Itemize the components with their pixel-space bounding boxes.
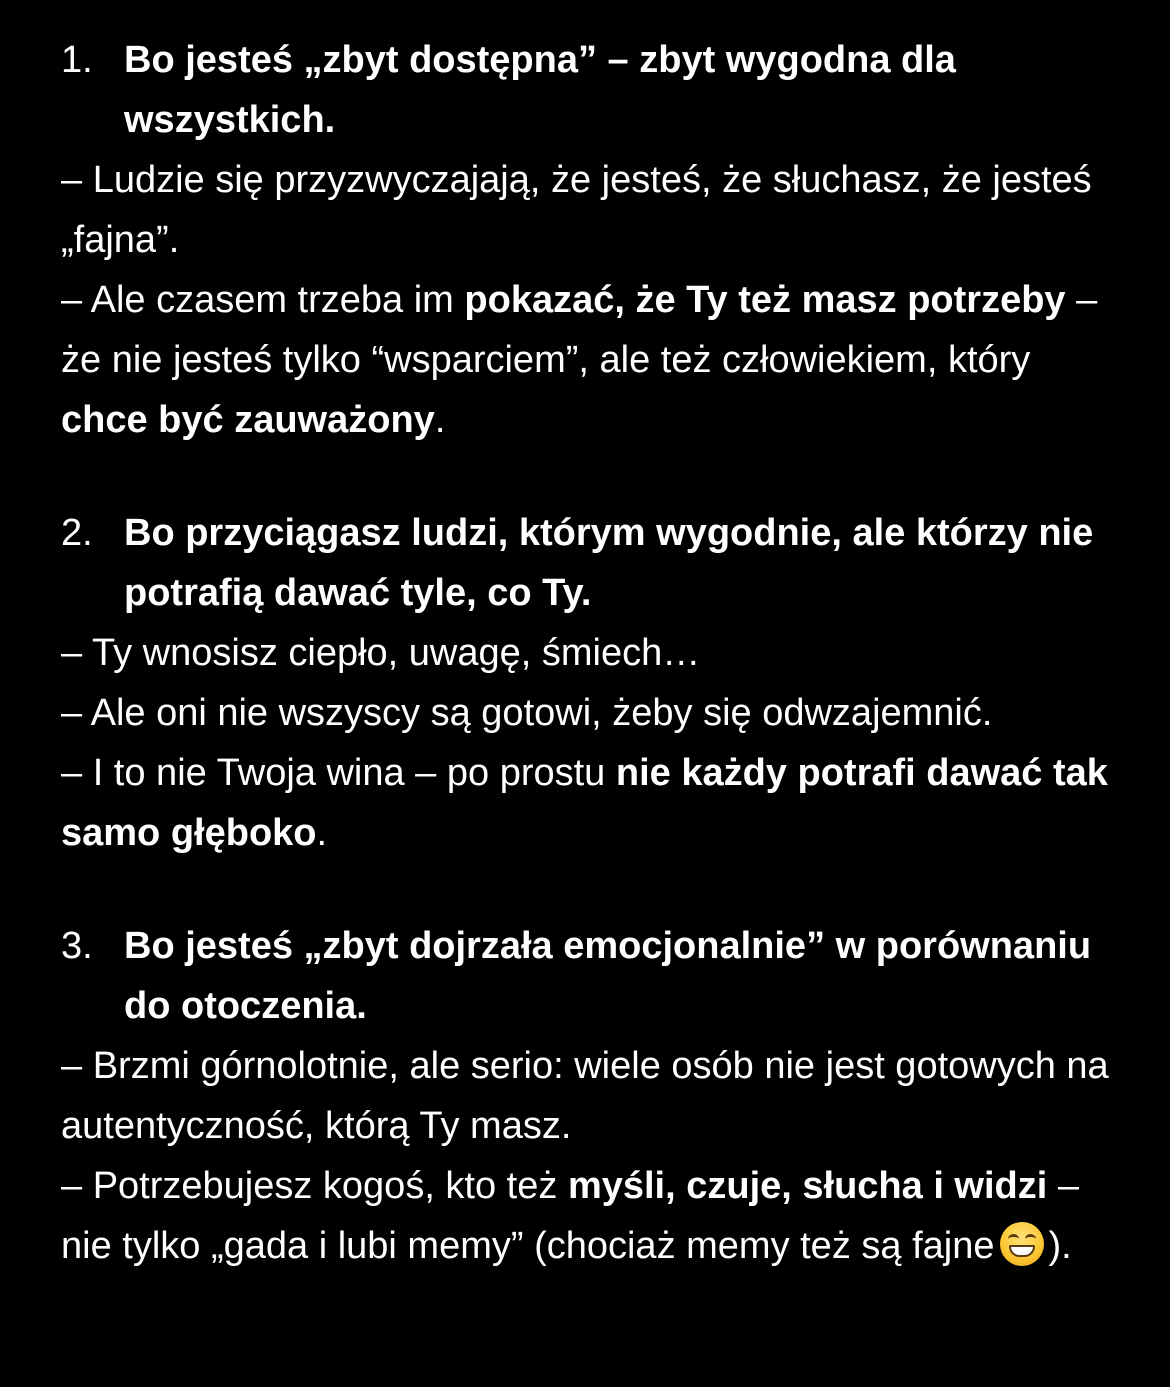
text-span: – Ale czasem trzeba im (61, 279, 465, 321)
text-span: – Ty wnosisz ciepło, uwagę, śmiech… (61, 632, 701, 674)
text-line (61, 1156, 1121, 1276)
list-number: 2. (61, 512, 93, 554)
bold-text: pokazać, że Ty też masz potrzeby (464, 279, 1066, 321)
bold-text: myśli, czuje, słucha i widzi (567, 1165, 1048, 1207)
text-span: – że nie jesteś tylko “wsparciem”, ale też człowiekiem, który (61, 279, 1098, 381)
text-span: – Ludzie się przyzwyczajają, że jesteś, że słuchasz, że jesteś „fajna”. (61, 159, 1092, 261)
bold-text: chce być zauważony (61, 399, 435, 441)
list-number: 1. (61, 39, 93, 81)
text-span: – I to nie Twoja wina – po prostu (61, 752, 616, 794)
text-span: . (316, 812, 328, 854)
list-item-2 (61, 503, 1121, 863)
list-item-3 (61, 916, 1121, 1276)
bold-text: nie każdy potrafi dawać tak samo głęboko (61, 752, 1108, 854)
text-span: ). (1048, 1225, 1072, 1267)
text-span: – Potrzebujesz kogoś, kto też (61, 1165, 568, 1207)
section-heading (61, 503, 1121, 623)
message-content (61, 30, 1121, 1276)
section-heading (61, 916, 1121, 1036)
grinning-face-icon (1000, 1222, 1044, 1266)
text-line (61, 150, 1121, 270)
heading-text: Bo jesteś „zbyt dostępna” – zbyt wygodna dla wszystkich. (124, 39, 956, 141)
text-span: . (434, 399, 446, 441)
list-item-1 (61, 30, 1121, 450)
text-line (61, 743, 1121, 863)
text-span: – Ale oni nie wszyscy są gotowi, żeby się odwzajemnić. (61, 692, 993, 734)
text-line (61, 270, 1121, 450)
text-line (61, 1036, 1121, 1156)
text-line (61, 683, 1121, 743)
heading-text: Bo przyciągasz ludzi, którym wygodnie, ale którzy nie potrafią dawać tyle, co Ty. (124, 512, 1094, 614)
text-line (61, 623, 1121, 683)
list-number: 3. (61, 925, 93, 967)
text-span: – nie tylko „gada i lubi memy” (chociaż memy też są fajne (61, 1165, 1080, 1267)
section-heading (61, 30, 1121, 150)
heading-text: Bo jesteś „zbyt dojrzała emocjonalnie” w porównaniu do otoczenia. (124, 925, 1092, 1027)
text-span: – Brzmi górnolotnie, ale serio: wiele osób nie jest gotowych na autentyczność, którą Ty masz. (61, 1045, 1109, 1147)
